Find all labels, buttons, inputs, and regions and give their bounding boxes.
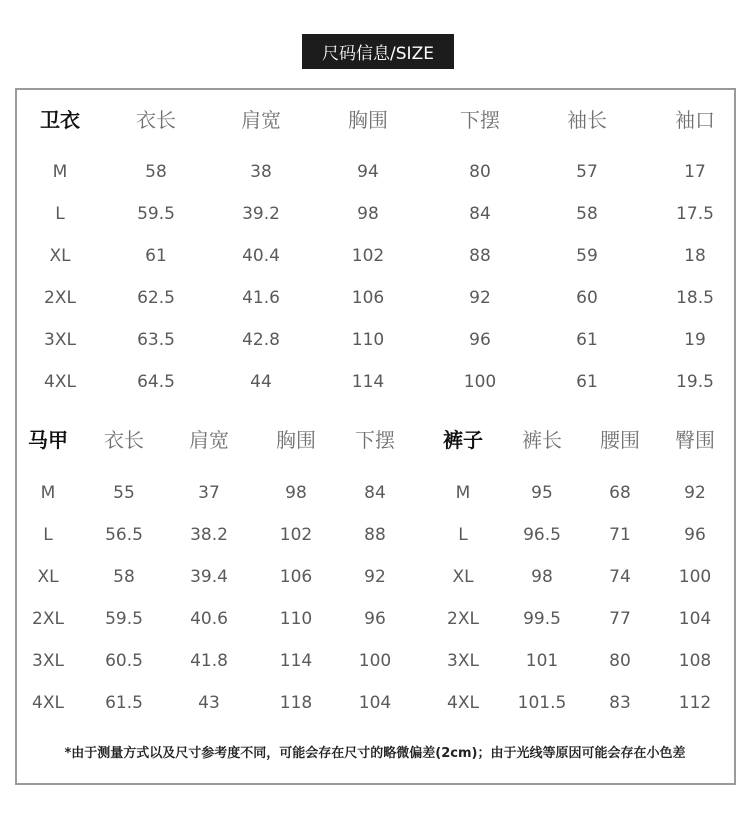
vest-table-header: 胸围 [276, 428, 316, 452]
pants-table-cell: XL [452, 567, 474, 587]
hoodie-table-cell: 59 [576, 246, 598, 266]
hoodie-table-cell: 41.6 [242, 288, 280, 308]
pants-table-cell: 74 [609, 567, 631, 587]
hoodie-table-cell: 63.5 [137, 330, 175, 350]
hoodie-table-cell: 100 [463, 372, 497, 392]
hoodie-table-cell: 106 [351, 288, 385, 308]
vest-table-cell: 2XL [32, 609, 64, 629]
pants-table-cell: M [455, 483, 471, 503]
pants-table-cell: 95 [531, 483, 553, 503]
vest-table-cell: 55 [113, 483, 135, 503]
hoodie-table-cell: L [55, 204, 65, 224]
hoodie-table-cell: 42.8 [242, 330, 280, 350]
pants-table-cell: 3XL [447, 651, 479, 671]
vest-table-cell: 88 [364, 525, 386, 545]
hoodie-table-cell: 4XL [44, 372, 76, 392]
vest-table-cell: 38.2 [190, 525, 228, 545]
pants-table-header: 裤长 [522, 428, 562, 452]
hoodie-table-cell: M [52, 162, 68, 182]
pants-table-cell: 71 [609, 525, 631, 545]
vest-table-cell: 84 [364, 483, 386, 503]
size-info-title: 尺码信息/SIZE [302, 34, 454, 69]
hoodie-table-cell: 92 [469, 288, 491, 308]
hoodie-table-cell: 59.5 [137, 204, 175, 224]
pants-table-cell: 100 [678, 567, 712, 587]
hoodie-table-cell: 17 [684, 162, 706, 182]
vest-table-cell: 43 [198, 693, 220, 713]
vest-table-cell: 37 [198, 483, 220, 503]
hoodie-table-header: 衣长 [136, 108, 176, 132]
pants-table-header: 腰围 [600, 428, 640, 452]
vest-table-cell: 98 [285, 483, 307, 503]
hoodie-table-cell: 58 [145, 162, 167, 182]
vest-table-cell: 102 [279, 525, 313, 545]
pants-table-cell: 99.5 [523, 609, 561, 629]
vest-table-cell: 114 [279, 651, 313, 671]
vest-table-cell: 110 [279, 609, 313, 629]
pants-table-cell: 108 [678, 651, 712, 671]
hoodie-table-cell: XL [49, 246, 71, 266]
hoodie-table-cell: 61 [576, 330, 598, 350]
pants-table-cell: 2XL [447, 609, 479, 629]
hoodie-table-cell: 98 [357, 204, 379, 224]
hoodie-table-cell: 2XL [44, 288, 76, 308]
hoodie-table-cell: 64.5 [137, 372, 175, 392]
vest-table-cell: 4XL [32, 693, 64, 713]
hoodie-table-cell: 18.5 [676, 288, 714, 308]
hoodie-table-cell: 94 [357, 162, 379, 182]
pants-table-cell: 96.5 [523, 525, 561, 545]
pants-table-cell: 80 [609, 651, 631, 671]
hoodie-table-cell: 58 [576, 204, 598, 224]
pants-table-cell: 101.5 [517, 693, 567, 713]
hoodie-table-header: 下摆 [460, 108, 500, 132]
hoodie-table-header: 袖口 [675, 108, 715, 132]
hoodie-table-cell: 114 [351, 372, 385, 392]
hoodie-table-cell: 44 [250, 372, 272, 392]
vest-table-cell: 60.5 [105, 651, 143, 671]
vest-table-header: 肩宽 [189, 428, 229, 452]
vest-table-cell: XL [37, 567, 59, 587]
hoodie-table-cell: 88 [469, 246, 491, 266]
vest-table-cell: M [40, 483, 56, 503]
pants-table-cell: 104 [678, 609, 712, 629]
hoodie-table-cell: 19 [684, 330, 706, 350]
pants-table-cell: 98 [531, 567, 553, 587]
vest-table-cell: 104 [358, 693, 392, 713]
pants-table-cell: 83 [609, 693, 631, 713]
vest-table-cell: 96 [364, 609, 386, 629]
pants-table-cell: 68 [609, 483, 631, 503]
pants-table-cell: 4XL [447, 693, 479, 713]
hoodie-table-cell: 96 [469, 330, 491, 350]
hoodie-table-header: 肩宽 [241, 108, 281, 132]
hoodie-table-cell: 17.5 [676, 204, 714, 224]
pants-table-header: 裤子 [443, 428, 483, 452]
vest-table-cell: 58 [113, 567, 135, 587]
pants-table-cell: 112 [678, 693, 712, 713]
hoodie-table-cell: 57 [576, 162, 598, 182]
pants-table-cell: 92 [684, 483, 706, 503]
hoodie-table-cell: 40.4 [242, 246, 280, 266]
hoodie-table-cell: 102 [351, 246, 385, 266]
vest-table-header: 下摆 [355, 428, 395, 452]
pants-table-cell: 77 [609, 609, 631, 629]
pants-table-header: 臀围 [675, 428, 715, 452]
vest-table-cell: 59.5 [105, 609, 143, 629]
hoodie-table-cell: 39.2 [242, 204, 280, 224]
vest-table-cell: 39.4 [190, 567, 228, 587]
vest-table-header: 衣长 [104, 428, 144, 452]
pants-table-cell: 101 [525, 651, 559, 671]
pants-table-cell: 96 [684, 525, 706, 545]
vest-table-cell: 92 [364, 567, 386, 587]
vest-table-cell: 61.5 [105, 693, 143, 713]
hoodie-table-cell: 38 [250, 162, 272, 182]
hoodie-table-cell: 19.5 [676, 372, 714, 392]
vest-table-header: 马甲 [28, 428, 68, 452]
hoodie-table-header: 卫衣 [40, 108, 80, 132]
hoodie-table-cell: 60 [576, 288, 598, 308]
measurement-note: *由于测量方式以及尺寸参考度不同，可能会存在尺寸的略微偏差(2cm)；由于光线等原因可能会存在小色差 [64, 746, 686, 761]
hoodie-table-header: 胸围 [348, 108, 388, 132]
hoodie-table-cell: 84 [469, 204, 491, 224]
vest-table-cell: 100 [358, 651, 392, 671]
vest-table-cell: L [43, 525, 53, 545]
hoodie-table-cell: 61 [145, 246, 167, 266]
vest-table-cell: 56.5 [105, 525, 143, 545]
vest-table-cell: 40.6 [190, 609, 228, 629]
pants-table-cell: L [458, 525, 468, 545]
vest-table-cell: 118 [279, 693, 313, 713]
vest-table-cell: 41.8 [190, 651, 228, 671]
vest-table-cell: 106 [279, 567, 313, 587]
hoodie-table-cell: 110 [351, 330, 385, 350]
hoodie-table-cell: 80 [469, 162, 491, 182]
hoodie-table-header: 袖长 [567, 108, 607, 132]
vest-table-cell: 3XL [32, 651, 64, 671]
hoodie-table-cell: 61 [576, 372, 598, 392]
hoodie-table-cell: 18 [684, 246, 706, 266]
hoodie-table-cell: 62.5 [137, 288, 175, 308]
hoodie-table-cell: 3XL [44, 330, 76, 350]
